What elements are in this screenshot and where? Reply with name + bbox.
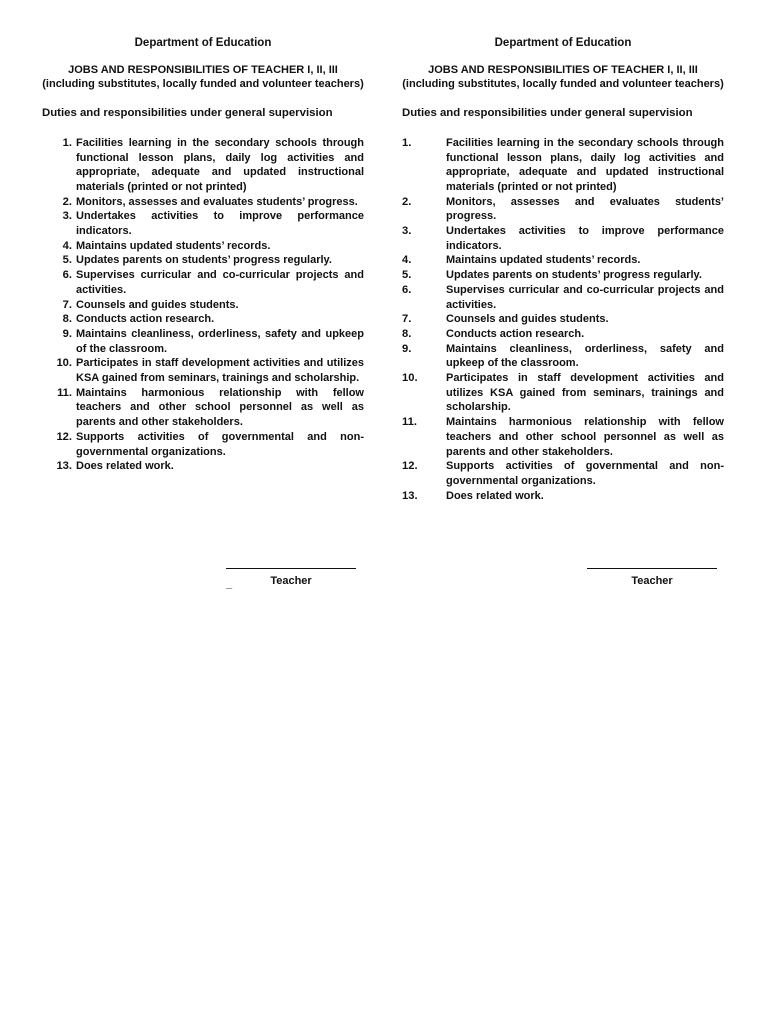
item-text: Monitors, assesses and evaluates students’ progress. — [446, 195, 724, 223]
item-text: Supports activities of governmental and non-governmental organizations. — [76, 430, 364, 458]
item-text: Supervises curricular and co-curricular projects and activities. — [76, 269, 364, 296]
list-item — [402, 136, 724, 195]
item-number: 10. — [402, 372, 418, 385]
list-item — [42, 253, 364, 268]
item-number: 5. — [402, 269, 412, 282]
item-text: Supervises curricular and co-curricular projects and activities. — [446, 283, 724, 311]
signature-underscore: _ — [226, 578, 233, 590]
item-text: Participates in staff development activities and utilizes KSA gained from seminars, trainings and scholarship. — [76, 357, 364, 385]
item-number: 2. — [402, 195, 412, 208]
duties-list — [42, 136, 364, 474]
item-text: Undertakes activities to improve performance indicators. — [76, 210, 364, 238]
department-name: Department of Education — [134, 37, 272, 49]
list-item — [42, 312, 364, 327]
item-number: 6. — [402, 283, 412, 296]
item-number: 5. — [62, 254, 72, 267]
item-text: Supports activities of governmental and non-governmental organizations. — [446, 460, 724, 487]
item-text: Does related work. — [76, 460, 174, 473]
left-signature-block — [226, 568, 356, 590]
item-text: Maintains cleanliness, orderliness, safety and upkeep of the classroom. — [446, 342, 724, 370]
document-subtitle: (including substitutes, locally funded and volunteer teachers) — [42, 78, 364, 91]
list-item — [402, 327, 724, 342]
item-text: Facilities learning in the secondary schools through functional lesson plans, daily log activities and appropriate, adequate and updated instructional materials (printed or not printed) — [76, 136, 364, 193]
list-item — [42, 327, 364, 356]
item-text: Updates parents on students’ progress regularly. — [446, 269, 702, 282]
list-item — [42, 298, 364, 313]
list-item — [402, 253, 724, 268]
item-text: Undertakes activities to improve performance indicators. — [446, 225, 724, 252]
item-number: 4. — [402, 254, 412, 267]
item-number: 9. — [62, 327, 72, 340]
item-number: 11. — [402, 416, 417, 429]
list-item — [42, 239, 364, 254]
item-number: 12. — [402, 460, 418, 473]
list-item — [402, 312, 724, 327]
item-number: 4. — [62, 239, 72, 252]
item-text: Maintains harmonious relationship with fellow teachers and other school personnel as well as parents and other stakeholders. — [446, 416, 724, 458]
item-number: 1. — [62, 136, 72, 149]
item-text: Updates parents on students’ progress regularly. — [76, 254, 332, 267]
item-text: Maintains cleanliness, orderliness, safety and upkeep of the classroom. — [76, 327, 364, 355]
document-title: JOBS AND RESPONSIBILITIES OF TEACHER I, II, III — [68, 63, 338, 76]
signature-label: Teacher — [270, 575, 312, 587]
item-text: Conducts action research. — [76, 313, 215, 326]
item-text: Does related work. — [446, 489, 544, 502]
signature-line — [587, 568, 717, 569]
list-item — [42, 459, 364, 474]
list-item — [42, 209, 364, 238]
item-number: 6. — [62, 269, 72, 282]
document-subtitle: (including substitutes, locally funded and volunteer teachers) — [402, 78, 724, 91]
item-number: 12. — [56, 430, 72, 443]
list-item — [402, 371, 724, 415]
list-item — [402, 459, 724, 488]
item-number: 13. — [56, 460, 72, 473]
department-name: Department of Education — [494, 37, 632, 49]
list-item — [42, 356, 364, 385]
list-item — [402, 283, 724, 312]
list-item — [42, 430, 364, 459]
signature-line — [226, 568, 356, 569]
item-text: Counsels and guides students. — [446, 313, 609, 326]
item-text: Conducts action research. — [446, 327, 585, 340]
item-number: 11. — [57, 386, 72, 399]
right-copy — [402, 36, 724, 503]
item-text: Facilities learning in the secondary schools through functional lesson plans, daily log activities and appropriate, adequate and updated instructional materials (printed or not printed) — [446, 136, 724, 193]
item-number: 7. — [62, 298, 72, 311]
document-title: JOBS AND RESPONSIBILITIES OF TEACHER I, II, III — [428, 63, 698, 76]
section-heading: Duties and responsibilities under general supervision — [402, 107, 693, 120]
item-text: Maintains updated students’ records. — [446, 254, 641, 267]
item-number: 8. — [402, 327, 412, 340]
item-text: Maintains updated students’ records. — [76, 239, 271, 252]
list-item — [42, 268, 364, 297]
list-item — [402, 489, 724, 504]
item-number: 3. — [402, 225, 412, 238]
right-signature-block — [587, 568, 717, 587]
item-text: Monitors, assesses and evaluates students’ progress. — [76, 195, 358, 208]
list-item — [42, 195, 364, 210]
item-number: 3. — [62, 210, 72, 223]
list-item — [402, 342, 724, 371]
item-number: 1. — [402, 136, 412, 149]
list-item — [402, 415, 724, 459]
item-number: 9. — [402, 342, 412, 355]
item-number: 7. — [402, 313, 412, 326]
item-number: 13. — [402, 489, 418, 502]
signature-label: Teacher — [631, 575, 673, 587]
list-item — [402, 224, 724, 253]
list-item — [42, 136, 364, 195]
list-item — [42, 386, 364, 430]
list-item — [402, 195, 724, 224]
section-heading: Duties and responsibilities under general supervision — [42, 107, 333, 120]
list-item — [402, 268, 724, 283]
item-number: 2. — [62, 195, 72, 208]
item-text: Maintains harmonious relationship with fellow teachers and other school personnel as well as parents and other stakeholders. — [76, 386, 364, 429]
item-number: 10. — [56, 357, 72, 370]
left-copy — [42, 36, 364, 474]
item-number: 8. — [62, 313, 72, 326]
item-text: Counsels and guides students. — [76, 298, 239, 311]
item-text: Participates in staff development activities and utilizes KSA gained from seminars, trainings and scholarship. — [446, 372, 724, 414]
duties-list — [402, 136, 724, 504]
